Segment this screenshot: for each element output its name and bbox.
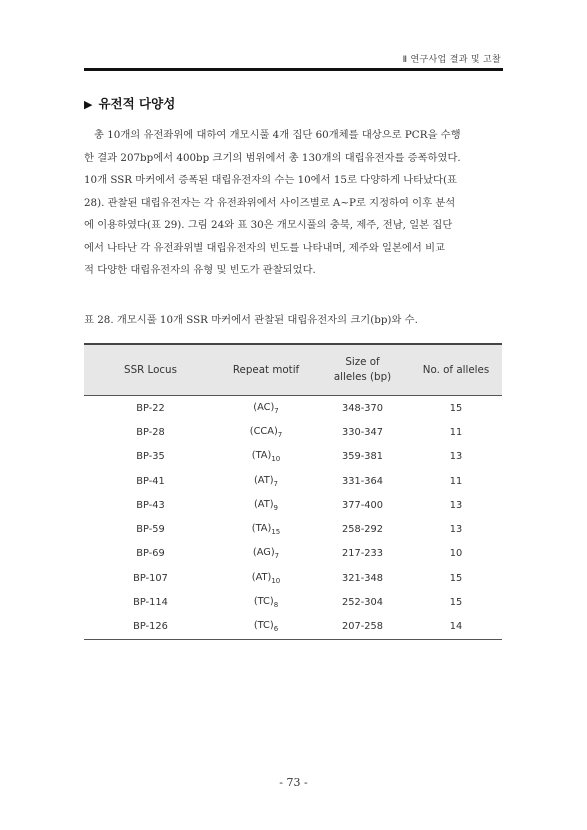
cell-allele-size: 258-292 <box>342 524 383 536</box>
motif-repeat-count: 7 <box>277 430 283 439</box>
ssr-table-container <box>84 343 502 640</box>
table-row <box>84 493 502 517</box>
paragraph-line: 에 이용하였다(표 29). 그림 24와 표 30은 개모시풀의 충북, 제주, 전남, 일본 집단 <box>84 219 453 231</box>
cell-locus: BP-43 <box>136 499 165 511</box>
section-title: 유전적 다양성 <box>98 96 176 111</box>
paragraph-line: 적 다양한 대립유전자의 유형 및 빈도가 관찰되었다. <box>84 264 316 276</box>
header-ssr-locus: SSR Locus <box>124 364 177 376</box>
motif-repeat-count: 10 <box>271 455 281 464</box>
cell-allele-count: 15 <box>449 402 463 414</box>
header-rule <box>84 68 503 71</box>
paragraph-line: 한 결과 207bp에서 400bp 크기의 범위에서 총 130개의 대립유전자를 증폭하였다. <box>84 151 461 164</box>
motif-repeat-count: 15 <box>271 528 281 537</box>
cell-allele-size: 217-233 <box>342 548 383 560</box>
paragraph-line: 에서 나타난 각 유전좌위별 대립유전자의 빈도를 나타내며, 제주와 일본에서 비교 <box>84 241 445 254</box>
cell-locus: BP-114 <box>133 597 168 609</box>
motif-repeat-count: 10 <box>271 576 281 585</box>
table-row <box>84 590 502 614</box>
paragraph-line: 총 10개의 유전좌위에 대하여 개모시풀 4개 집단 60개체를 대상으로 PCR을 수행 <box>94 129 461 141</box>
motif-repeat-count: 6 <box>273 625 279 634</box>
cell-repeat-motif <box>217 542 315 566</box>
cell-locus: BP-59 <box>136 524 165 536</box>
table-row <box>84 445 502 469</box>
motif-text: (AT) <box>251 571 272 583</box>
cell-repeat-motif <box>217 517 315 541</box>
section-heading <box>84 94 175 112</box>
cell-repeat-motif <box>217 396 315 421</box>
table-row <box>84 517 502 541</box>
table-row <box>84 420 502 444</box>
cell-allele-size: 321-348 <box>342 572 383 584</box>
cell-allele-count: 11 <box>449 426 463 438</box>
motif-repeat-count: 7 <box>274 406 279 415</box>
paragraph-line: 28). 관찰된 대립유전자는 각 유전좌위에서 사이즈별로 A~P로 지정하여 이후 분석 <box>84 196 456 209</box>
motif-repeat-count: 7 <box>274 552 280 561</box>
motif-text: (TA) <box>251 523 272 535</box>
cell-allele-size: 348-370 <box>342 402 383 414</box>
motif-text: (TA) <box>251 450 272 462</box>
motif-text: (AC) <box>253 401 275 413</box>
header-size-line1: Size of <box>345 356 380 368</box>
motif-text: (AT) <box>253 474 274 486</box>
cell-repeat-motif <box>217 445 315 469</box>
triangle-bullet-icon: ▶ <box>84 98 93 111</box>
cell-repeat-motif <box>217 590 315 614</box>
cell-allele-size: 359-381 <box>342 451 383 463</box>
cell-repeat-motif <box>217 566 315 590</box>
table-caption: 표 28. 개모시풀 10개 SSR 마커에서 관찰된 대립유전자의 크기(bp)와 수. <box>84 314 418 326</box>
cell-allele-size: 377-400 <box>342 499 383 511</box>
cell-locus: BP-41 <box>136 475 165 487</box>
motif-text: (AT) <box>253 498 274 510</box>
cell-repeat-motif <box>217 615 315 640</box>
cell-allele-count: 15 <box>449 597 463 609</box>
table-row <box>84 542 502 566</box>
header-size-of-alleles <box>315 344 410 396</box>
header-size-line2: alleles (bp) <box>333 371 392 383</box>
page-number: - 73 - <box>279 776 308 789</box>
cell-locus: BP-22 <box>136 402 165 414</box>
running-header: Ⅱ 연구사업 결과 및 고찰 <box>402 55 501 65</box>
motif-text: (TC) <box>253 620 274 632</box>
cell-allele-size: 330-347 <box>342 426 383 438</box>
cell-locus: BP-35 <box>136 451 165 463</box>
cell-allele-count: 15 <box>449 572 463 584</box>
motif-text: (TC) <box>253 596 274 608</box>
header-no-of-alleles: No. of alleles <box>422 364 490 376</box>
table-row <box>84 396 502 421</box>
cell-allele-count: 14 <box>449 621 463 633</box>
motif-repeat-count: 8 <box>273 601 279 609</box>
motif-repeat-count: 9 <box>273 503 279 512</box>
cell-locus: BP-28 <box>136 426 165 438</box>
motif-repeat-count: 7 <box>273 479 279 488</box>
table-row <box>84 615 502 640</box>
cell-allele-size: 207-258 <box>342 621 383 633</box>
table-header-row <box>84 344 502 396</box>
ssr-allele-table <box>84 343 502 640</box>
header-repeat-motif: Repeat motif <box>232 364 300 376</box>
cell-locus: BP-126 <box>133 621 168 633</box>
body-paragraph <box>84 124 502 282</box>
cell-allele-count: 13 <box>449 451 463 463</box>
cell-allele-count: 10 <box>449 548 463 560</box>
table-row <box>84 566 502 590</box>
motif-text: (AG) <box>252 547 275 559</box>
cell-allele-size: 331-364 <box>342 475 383 487</box>
table-row <box>84 469 502 493</box>
paragraph-line: 10개 SSR 마커에서 증폭된 대립유전자의 수는 10에서 15로 다양하게 나타났다(표 <box>84 174 457 186</box>
motif-text: (CCA) <box>249 425 278 437</box>
cell-locus: BP-107 <box>133 572 168 584</box>
cell-repeat-motif <box>217 469 315 493</box>
cell-repeat-motif <box>217 493 315 517</box>
cell-locus: BP-69 <box>136 548 165 560</box>
cell-allele-size: 252-304 <box>342 597 383 609</box>
cell-repeat-motif <box>217 420 315 444</box>
cell-allele-count: 13 <box>449 499 463 511</box>
cell-allele-count: 13 <box>449 524 463 536</box>
cell-allele-count: 11 <box>449 475 463 487</box>
